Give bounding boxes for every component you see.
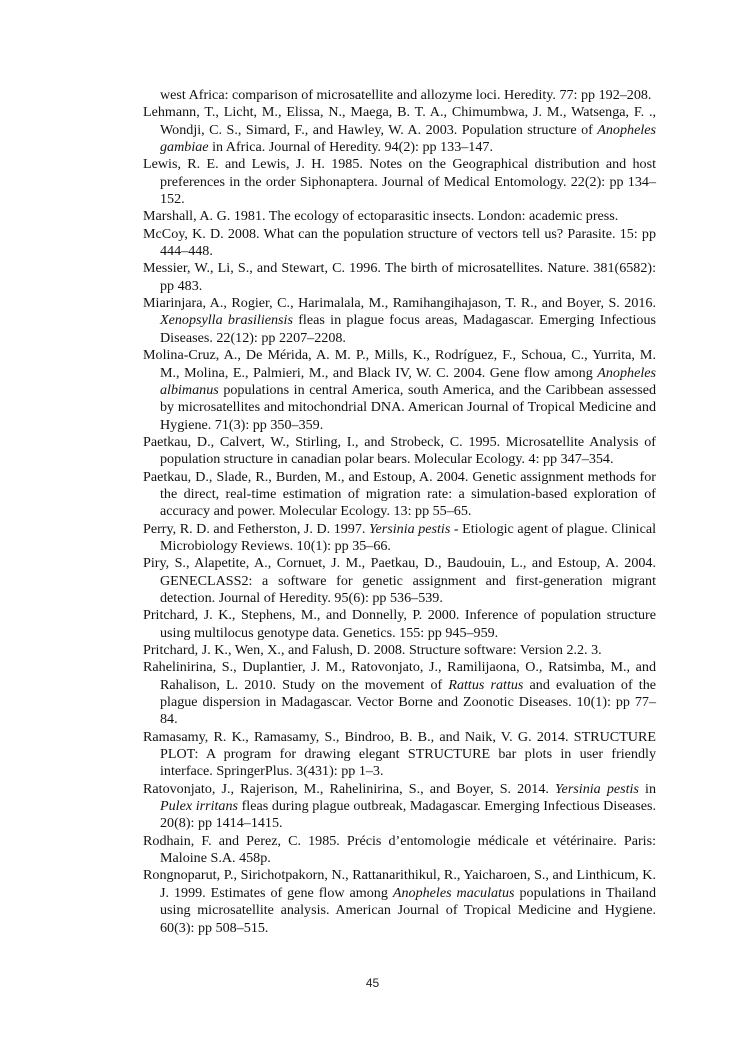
reference-entry: [143, 833, 656, 868]
reference-entry: [143, 642, 656, 659]
reference-entry: [143, 434, 656, 469]
reference-text: Ramasamy, R. K., Ramasamy, S., Bindroo, B. B., and Naik, V. G. 2014. STRUCTURE PLOT: A program for drawing elegant STRUCTURE bar plots in user friendly interface. SpringerPlus. 3(431): pp 1–3.: [143, 728, 656, 780]
reference-species-name: Anopheles maculatus: [392, 884, 515, 901]
reference-text: McCoy, K. D. 2008. What can the population structure of vectors tell us? Parasite. 15: pp 444–448.: [143, 225, 656, 260]
reference-species-name: Rattus rattus: [448, 676, 524, 693]
reference-text: in: [638, 780, 656, 797]
reference-text: west Africa: comparison of microsatellite and allozyme loci. Heredity. 77: pp 192–208.: [160, 87, 652, 103]
reference-text: and evaluation of the plague dispersion in Madagascar. Vector Borne and Zoonotic Diseases. 10(1): pp 77–84.: [160, 676, 656, 728]
reference-list: [143, 87, 656, 937]
reference-entry: [143, 781, 656, 833]
reference-entry: [143, 607, 656, 642]
reference-entry: [143, 226, 656, 261]
page-number: 45: [365, 976, 380, 990]
reference-text: Pritchard, J. K., Wen, X., and Falush, D. 2008. Structure software: Version 2.2. 3.: [143, 642, 602, 658]
reference-entry: [143, 295, 656, 347]
reference-entry: [143, 260, 656, 295]
reference-text: Messier, W., Li, S., and Stewart, C. 1996. The birth of microsatellites. Nature. 381(6582): pp 483.: [143, 260, 656, 294]
reference-text: populations in central America, south America, and the Caribbean assessed by microsatellites and mitochondrial DNA. American Journal of Tropical Medicine and Hygiene. 71(3): pp 350–359.: [160, 381, 656, 433]
reference-text: Lehmann, T., Licht, M., Elissa, N., Maega, B. T. A., Chimumbwa, J. M., Watsenga, F. ., Wondji, C. S., Simard, F., and Hawley, W. A. 2003. Population structure of: [143, 104, 656, 138]
reference-text: Rongnoparut, P., Sirichotpakorn, N., Rattanarithikul, R., Yaicharoen, S., and Linthicum, K. J. 1999. Estimates of gene flow among: [143, 867, 656, 901]
reference-entry: [143, 208, 656, 225]
reference-entry: [143, 104, 656, 156]
reference-text: Ratovonjato, J., Rajerison, M., Rahelinirina, S., and Boyer, S. 2014.: [143, 780, 556, 797]
reference-text: populations in Thailand using microsatellite analysis. American Journal of Tropical Medicine and Hygiene. 60(3): pp 508–515.: [160, 884, 656, 936]
reference-entry: [143, 729, 656, 781]
reference-species-name: Yersinia pestis: [368, 520, 451, 537]
reference-entry: [143, 659, 656, 728]
reference-text: Piry, S., Alapetite, A., Cornuet, J. M., Paetkau, D., Baudouin, L., and Estoup, A. 2004. GENECLASS2: a software for genetic assignment and first-generation migrant detection. Journal of Heredity. 95(6): pp 536–539.: [143, 555, 656, 606]
reference-text: Rahelinirina, S., Duplantier, J. M., Ratovonjato, J., Ramilijaona, O., Ratsimba, M., and Rahalison, L. 2010. Study on the movement of: [143, 659, 656, 693]
reference-species-name: Anopheles gambiae: [160, 121, 656, 156]
reference-entry: [143, 347, 656, 434]
reference-text: Perry, R. D. and Fetherston, J. D. 1997.: [143, 520, 369, 537]
reference-entry: [143, 469, 656, 521]
reference-species-name: Yersinia pestis: [555, 780, 639, 797]
reference-text: Paetkau, D., Slade, R., Burden, M., and Estoup, A. 2004. Genetic assignment methods for the direct, real-time estimation of migration rate: a simulation-based exploration of accuracy and power. Molecular Ecology. 13: pp 55–65.: [143, 468, 656, 520]
reference-text: in Africa. Journal of Heredity. 94(2): pp 133–147.: [208, 139, 493, 156]
reference-entry: [143, 87, 656, 104]
reference-entry: [143, 521, 656, 556]
reference-text: Paetkau, D., Calvert, W., Stirling, I., and Strobeck, C. 1995. Microsatellite Analysis of population structure in canadian polar bears. Molecular Ecology. 4: pp 347–354.: [143, 433, 656, 468]
reference-text: Miarinjara, A., Rogier, C., Harimalala, M., Ramihangihajason, T. R., and Boyer, S. 2016.: [143, 295, 656, 312]
reference-text: - Etiologic agent of plague. Clinical Microbiology Reviews. 10(1): pp 35–66.: [160, 520, 656, 554]
reference-text: Pritchard, J. K., Stephens, M., and Donnelly, P. 2000. Inference of population structure using multilocus genotype data. Genetics. 155: pp 945–959.: [143, 607, 656, 641]
reference-text: Molina-Cruz, A., De Mérida, A. M. P., Mills, K., Rodríguez, F., Schoua, C., Yurrita, M. M., Molina, E., Palmieri, M., and Black IV, W. C. 2004. Gene flow among: [143, 347, 656, 381]
reference-text: Rodhain, F. and Perez, C. 1985. Précis d’entomologie médicale et vétérinaire. Paris: Maloine S.A. 458p.: [143, 832, 656, 867]
reference-species-name: Anopheles albimanus: [160, 364, 656, 398]
reference-text: fleas during plague outbreak, Madagascar. Emerging Infectious Diseases. 20(8): pp 1414–1415.: [160, 798, 657, 832]
reference-species-name: Pulex irritans: [160, 798, 238, 815]
reference-entry: [143, 156, 656, 208]
reference-text: Marshall, A. G. 1981. The ecology of ectoparasitic insects. London: academic press.: [143, 208, 619, 225]
reference-entry: [143, 555, 656, 607]
reference-text: Lewis, R. E. and Lewis, J. H. 1985. Notes on the Geographical distribution and host preferences in the order Siphonaptera. Journal of Medical Entomology. 22(2): pp 134–152.: [143, 156, 656, 208]
reference-entry: [143, 867, 656, 936]
reference-species-name: Xenopsylla brasiliensis: [160, 312, 293, 329]
reference-text: fleas in plague focus areas, Madagascar. Emerging Infectious Diseases. 22(12): pp 2207–2208.: [160, 312, 656, 346]
